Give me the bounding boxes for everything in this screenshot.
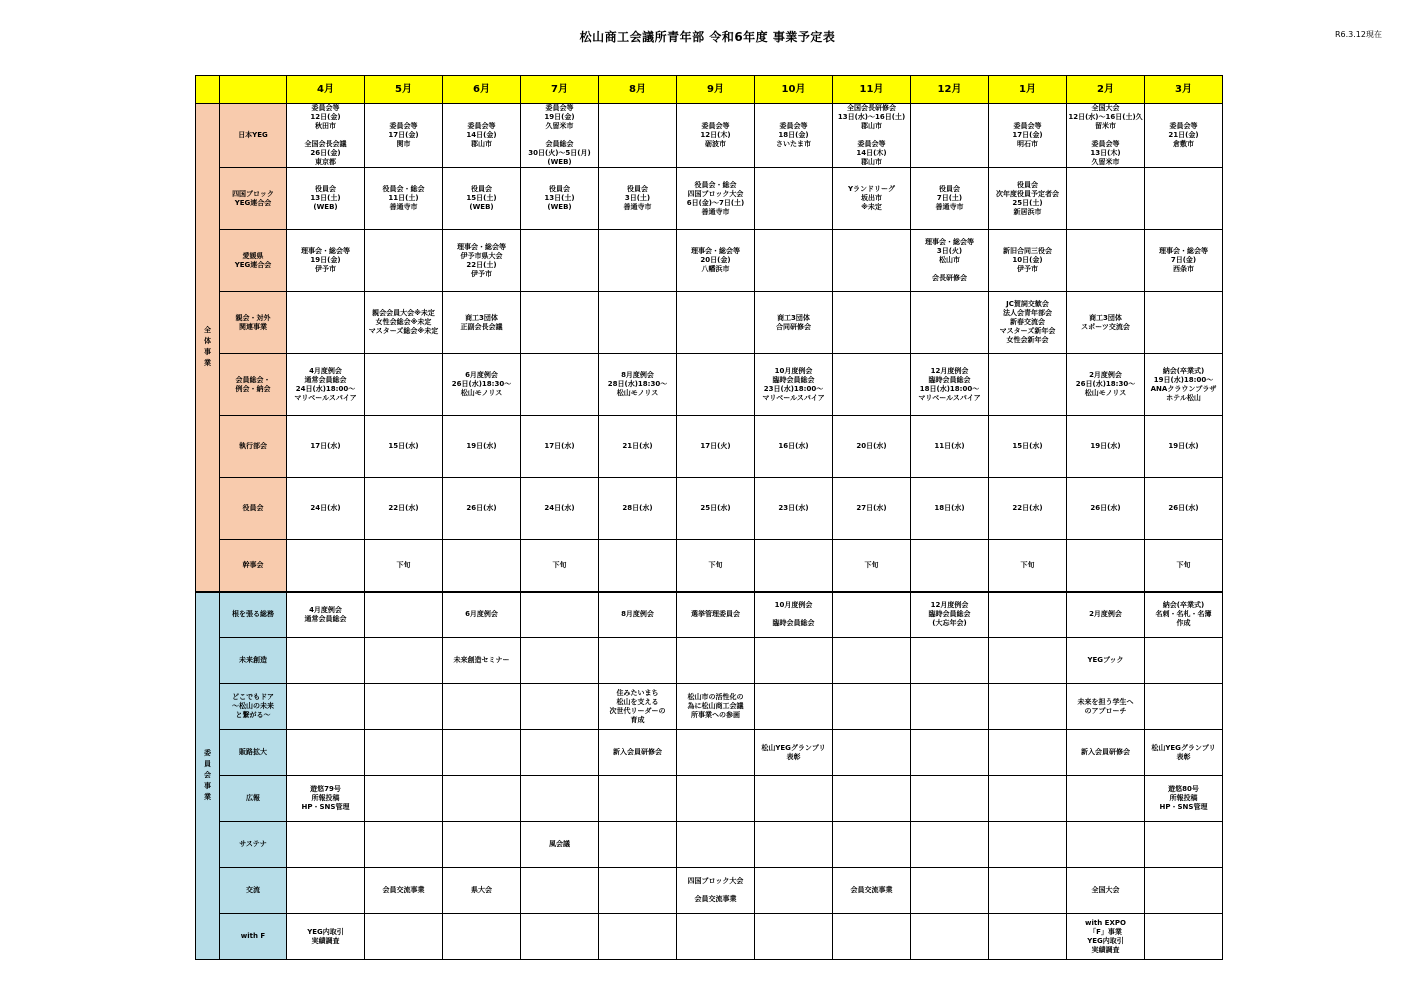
schedule-cell xyxy=(443,730,521,776)
schedule-cell: 15日(水) xyxy=(365,416,443,478)
schedule-cell xyxy=(1145,638,1223,684)
schedule-cell xyxy=(677,292,755,354)
schedule-row xyxy=(196,540,1223,592)
schedule-cell: 24日(水) xyxy=(287,478,365,540)
row-label: 交流 xyxy=(220,868,287,914)
schedule-cell xyxy=(911,868,989,914)
schedule-cell xyxy=(287,730,365,776)
schedule-cell: 委員会等 17日(金) 関市 xyxy=(365,104,443,168)
schedule-cell xyxy=(521,354,599,416)
schedule-cell: 新入会員研修会 xyxy=(1067,730,1145,776)
schedule-cell xyxy=(599,776,677,822)
row-label: 幹事会 xyxy=(220,540,287,592)
schedule-cell: 商工3団体 合同研修会 xyxy=(755,292,833,354)
month-header-row xyxy=(196,76,1223,104)
schedule-cell xyxy=(287,540,365,592)
schedule-cell: 役員会 次年度役員予定者会 25日(土) 新居浜市 xyxy=(989,168,1067,230)
schedule-cell: 12月度例会 臨時会員総会 18日(水)18:00〜 マリベールスパイア xyxy=(911,354,989,416)
month-header: 4月 xyxy=(287,76,365,104)
schedule-cell: 全国大会 12日(水)〜16日(土)久留米市 委員会等 13日(木) 久留米市 xyxy=(1068,104,1143,166)
schedule-cell xyxy=(521,730,599,776)
schedule-cell xyxy=(677,914,755,960)
row-label: 愛媛県 YEG連合会 xyxy=(220,230,287,292)
schedule-table xyxy=(195,75,1223,960)
schedule-cell: 8月度例会 28日(水)18:30〜 松山モノリス xyxy=(599,354,677,416)
schedule-cell xyxy=(755,230,833,292)
month-header: 5月 xyxy=(365,76,443,104)
schedule-cell xyxy=(833,230,911,292)
schedule-cell: 10月度例会 臨時会員総会 xyxy=(755,592,833,638)
schedule-cell xyxy=(365,230,443,292)
schedule-cell xyxy=(989,730,1067,776)
schedule-row xyxy=(196,592,1223,638)
section-label-text: 全体事業 xyxy=(204,326,211,368)
schedule-row xyxy=(196,104,1223,168)
schedule-cell: 26日(水) xyxy=(1145,478,1223,540)
row-label: with F xyxy=(220,914,287,960)
schedule-cell: 役員会 13日(土) (WEB) xyxy=(521,168,599,230)
schedule-cell: 理事会・総会等 20日(金) 八幡浜市 xyxy=(677,230,755,292)
schedule-cell: 12月度例会 臨時会員総会 (大忘年会) xyxy=(911,592,989,638)
schedule-cell: 新旧合同三役会 10日(金) 伊予市 xyxy=(989,230,1067,292)
row-label: 執行部会 xyxy=(220,416,287,478)
schedule-row xyxy=(196,416,1223,478)
schedule-cell xyxy=(521,230,599,292)
schedule-cell: 22日(水) xyxy=(365,478,443,540)
schedule-cell xyxy=(599,638,677,684)
schedule-cell: 住みたいまち 松山を支える 次世代リーダーの 育成 xyxy=(599,684,677,730)
schedule-cell: 11日(水) xyxy=(911,416,989,478)
schedule-cell: 2月度例会 xyxy=(1067,592,1145,638)
schedule-cell xyxy=(989,354,1067,416)
schedule-cell xyxy=(755,822,833,868)
schedule-cell xyxy=(989,684,1067,730)
schedule-cell xyxy=(443,540,521,592)
schedule-cell xyxy=(833,592,911,638)
schedule-cell: 25日(水) xyxy=(677,478,755,540)
row-label: 親会・対外 関連事業 xyxy=(220,292,287,354)
schedule-cell: 24日(水) xyxy=(521,478,599,540)
as-of-date: R6.3.12現在 xyxy=(1334,30,1382,39)
schedule-cell xyxy=(755,684,833,730)
row-label: 四国ブロック YEG連合会 xyxy=(220,168,287,230)
schedule-cell xyxy=(599,104,677,168)
schedule-cell xyxy=(1067,230,1145,292)
schedule-cell xyxy=(677,638,755,684)
schedule-cell: 下旬 xyxy=(1145,540,1223,592)
schedule-cell: 風会議 xyxy=(521,822,599,868)
schedule-cell xyxy=(911,104,989,168)
schedule-row xyxy=(196,354,1223,416)
schedule-cell xyxy=(833,730,911,776)
schedule-cell xyxy=(677,776,755,822)
schedule-cell xyxy=(365,914,443,960)
schedule-cell xyxy=(911,730,989,776)
month-header: 10月 xyxy=(755,76,833,104)
schedule-row xyxy=(196,230,1223,292)
schedule-cell: 理事会・総会等 伊予市県大会 22日(土) 伊予市 xyxy=(443,230,521,292)
schedule-row xyxy=(196,168,1223,230)
schedule-cell xyxy=(911,776,989,822)
schedule-cell: 15日(水) xyxy=(989,416,1067,478)
schedule-cell: 納会(卒業式) 名刺・名札・名簿 作成 xyxy=(1145,592,1223,638)
schedule-cell: 役員会 15日(土) (WEB) xyxy=(443,168,521,230)
schedule-cell: 2月度例会 26日(水)18:30〜 松山モノリス xyxy=(1067,354,1145,416)
schedule-cell: 委員会等 19日(金) 久留米市 会員総会 30日(火)〜5日(月) (WEB) xyxy=(521,104,599,168)
schedule-cell xyxy=(365,822,443,868)
schedule-cell xyxy=(443,822,521,868)
header-corner-label xyxy=(220,76,287,104)
row-label: 日本YEG xyxy=(220,104,287,168)
schedule-cell xyxy=(989,868,1067,914)
schedule-cell xyxy=(287,684,365,730)
schedule-cell: JC賀詞交歓会 法人会青年部会 新春交流会 マスターズ新年会 女性会新年会 xyxy=(989,292,1067,354)
schedule-row xyxy=(196,914,1223,960)
month-header: 6月 xyxy=(443,76,521,104)
schedule-cell xyxy=(521,776,599,822)
schedule-cell xyxy=(1067,822,1145,868)
schedule-cell: 親会会員大会※未定 女性会総会※未定 マスターズ総会※未定 xyxy=(365,292,443,354)
schedule-cell: YEGブック xyxy=(1067,638,1145,684)
schedule-cell xyxy=(443,776,521,822)
schedule-cell xyxy=(833,914,911,960)
schedule-cell xyxy=(521,868,599,914)
schedule-cell: 遊悠79号 所報投稿 HP・SNS管理 xyxy=(287,776,365,822)
schedule-row xyxy=(196,292,1223,354)
schedule-row xyxy=(196,776,1223,822)
schedule-cell xyxy=(911,638,989,684)
schedule-cell: 下旬 xyxy=(833,540,911,592)
page-title: 松山商工会議所青年部 令和6年度 事業予定表 xyxy=(579,30,836,44)
row-label: 役員会 xyxy=(220,478,287,540)
schedule-cell: 会員交流事業 xyxy=(365,868,443,914)
schedule-cell xyxy=(599,822,677,868)
schedule-cell xyxy=(1145,868,1223,914)
schedule-cell: YEG内取引 実績調査 xyxy=(287,914,365,960)
schedule-cell xyxy=(755,776,833,822)
schedule-cell: 役員会・総会 11日(土) 善通寺市 xyxy=(365,168,443,230)
schedule-cell xyxy=(911,540,989,592)
month-header: 7月 xyxy=(521,76,599,104)
schedule-cell xyxy=(287,822,365,868)
row-label: サステナ xyxy=(220,822,287,868)
schedule-cell: 委員会等 17日(金) 明石市 xyxy=(989,104,1067,168)
schedule-cell xyxy=(443,914,521,960)
schedule-cell xyxy=(989,592,1067,638)
schedule-row xyxy=(196,684,1223,730)
schedule-cell: 下旬 xyxy=(521,540,599,592)
schedule-cell xyxy=(365,776,443,822)
schedule-cell xyxy=(1067,540,1145,592)
schedule-cell xyxy=(599,230,677,292)
schedule-cell xyxy=(287,638,365,684)
schedule-cell xyxy=(989,822,1067,868)
schedule-cell: 8月度例会 xyxy=(599,592,677,638)
schedule-cell xyxy=(1145,292,1223,354)
month-header: 11月 xyxy=(833,76,911,104)
schedule-cell xyxy=(521,292,599,354)
month-header: 12月 xyxy=(911,76,989,104)
schedule-cell: 19日(水) xyxy=(443,416,521,478)
schedule-cell xyxy=(911,292,989,354)
schedule-cell: 26日(水) xyxy=(443,478,521,540)
schedule-cell: 役員会 7日(土) 善通寺市 xyxy=(911,168,989,230)
header-corner-section xyxy=(196,76,220,104)
schedule-cell xyxy=(833,354,911,416)
schedule-cell: 四国ブロック大会 会員交流事業 xyxy=(677,868,755,914)
schedule-cell: 遊悠80号 所報投稿 HP・SNS管理 xyxy=(1145,776,1223,822)
section-label-text: 委員会事業 xyxy=(204,749,211,802)
schedule-cell: 商工3団体 正副会長会議 xyxy=(443,292,521,354)
schedule-cell: 21日(水) xyxy=(599,416,677,478)
schedule-cell xyxy=(365,684,443,730)
schedule-cell: 下旬 xyxy=(677,540,755,592)
schedule-cell: 未来創造セミナー xyxy=(443,638,521,684)
schedule-cell: 全国会長研修会 13日(水)〜16日(土) 郡山市 委員会等 14日(木) 郡山市 xyxy=(833,104,911,168)
row-label: 販路拡大 xyxy=(220,730,287,776)
schedule-cell xyxy=(599,868,677,914)
schedule-cell xyxy=(833,684,911,730)
schedule-cell xyxy=(989,914,1067,960)
schedule-cell: 委員会等 14日(金) 郡山市 xyxy=(443,104,521,168)
schedule-cell: 未来を担う学生へ のアプローチ xyxy=(1067,684,1145,730)
schedule-cell: 18日(水) xyxy=(911,478,989,540)
schedule-cell xyxy=(1145,822,1223,868)
schedule-cell xyxy=(1145,914,1223,960)
schedule-cell xyxy=(755,868,833,914)
schedule-cell xyxy=(599,292,677,354)
section-label xyxy=(196,592,220,960)
schedule-cell: 4月度例会 通常会員総会 24日(水)18:00〜 マリベールスパイア xyxy=(287,354,365,416)
schedule-cell: 19日(水) xyxy=(1145,416,1223,478)
schedule-cell xyxy=(677,822,755,868)
schedule-cell xyxy=(521,638,599,684)
schedule-cell: 委員会等 12日(木) 砺波市 xyxy=(677,104,755,168)
month-header: 2月 xyxy=(1067,76,1145,104)
schedule-cell: 新入会員研修会 xyxy=(599,730,677,776)
schedule-cell: 選挙管理委員会 xyxy=(677,592,755,638)
schedule-cell: 役員会 13日(土) (WEB) xyxy=(287,168,365,230)
schedule-cell xyxy=(1145,684,1223,730)
schedule-cell: 19日(水) xyxy=(1067,416,1145,478)
section-label xyxy=(196,104,220,592)
schedule-cell: 役員会 3日(土) 善通寺市 xyxy=(599,168,677,230)
month-header: 3月 xyxy=(1145,76,1223,104)
schedule-cell xyxy=(833,776,911,822)
schedule-cell: 松山市の活性化の 為に松山商工会議 所事業への参画 xyxy=(677,684,755,730)
schedule-cell xyxy=(365,730,443,776)
schedule-cell: 理事会・総会等 19日(金) 伊予市 xyxy=(287,230,365,292)
schedule-cell: 27日(水) xyxy=(833,478,911,540)
schedule-cell: 松山YEGグランプリ 表彰 xyxy=(755,730,833,776)
schedule-cell: 商工3団体 スポーツ交流会 xyxy=(1067,292,1145,354)
schedule-cell: 会員交流事業 xyxy=(833,868,911,914)
schedule-cell: 4月度例会 通常会員総会 xyxy=(287,592,365,638)
schedule-cell xyxy=(755,540,833,592)
schedule-cell xyxy=(365,354,443,416)
schedule-cell: 理事会・総会等 7日(金) 西条市 xyxy=(1145,230,1223,292)
schedule-cell xyxy=(1067,168,1145,230)
schedule-cell xyxy=(911,822,989,868)
schedule-cell: 下旬 xyxy=(365,540,443,592)
schedule-cell xyxy=(521,914,599,960)
schedule-cell xyxy=(755,168,833,230)
schedule-cell xyxy=(989,638,1067,684)
schedule-cell: 松山YEGグランプリ 表彰 xyxy=(1145,730,1223,776)
schedule-cell xyxy=(599,914,677,960)
schedule-cell xyxy=(677,354,755,416)
schedule-cell: 6月度例会 xyxy=(443,592,521,638)
schedule-cell: 役員会・総会 四国ブロック大会 6日(金)〜7日(土) 善通寺市 xyxy=(677,168,755,230)
month-header: 8月 xyxy=(599,76,677,104)
schedule-cell: 全国大会 xyxy=(1067,868,1145,914)
schedule-cell: 6月度例会 26日(水)18:30〜 松山モノリス xyxy=(443,354,521,416)
schedule-cell: 委員会等 18日(金) さいたま市 xyxy=(755,104,833,168)
schedule-cell xyxy=(1145,168,1223,230)
schedule-cell: 20日(水) xyxy=(833,416,911,478)
schedule-cell: 県大会 xyxy=(443,868,521,914)
schedule-cell xyxy=(833,292,911,354)
schedule-cell xyxy=(365,638,443,684)
schedule-cell: 28日(水) xyxy=(599,478,677,540)
row-label: 広報 xyxy=(220,776,287,822)
schedule-cell xyxy=(287,868,365,914)
schedule-row xyxy=(196,638,1223,684)
schedule-cell: 16日(水) xyxy=(755,416,833,478)
schedule-cell: 26日(水) xyxy=(1067,478,1145,540)
schedule-cell xyxy=(755,638,833,684)
schedule-cell: with EXPO 「F」事業 YEG内取引 実績調査 xyxy=(1067,914,1145,960)
schedule-cell xyxy=(833,822,911,868)
schedule-cell: 理事会・総会等 3日(火) 松山市 会長研修会 xyxy=(911,230,989,292)
month-header: 1月 xyxy=(989,76,1067,104)
schedule-cell xyxy=(365,592,443,638)
schedule-row xyxy=(196,478,1223,540)
schedule-cell xyxy=(911,684,989,730)
row-label: どこでもドア 〜松山の未来 と繋がる〜 xyxy=(220,684,287,730)
schedule-cell xyxy=(521,592,599,638)
month-header: 9月 xyxy=(677,76,755,104)
schedule-row xyxy=(196,730,1223,776)
schedule-cell: 下旬 xyxy=(989,540,1067,592)
schedule-row xyxy=(196,868,1223,914)
schedule-cell: Yランドリーグ 坂出市 ※未定 xyxy=(833,168,911,230)
schedule-cell: 委員会等 12日(金) 秋田市 全国会長会議 26日(金) 東京都 xyxy=(287,104,365,168)
row-label: 根を張る総務 xyxy=(220,592,287,638)
schedule-cell xyxy=(911,914,989,960)
schedule-cell xyxy=(599,540,677,592)
schedule-cell xyxy=(443,684,521,730)
schedule-cell xyxy=(1067,776,1145,822)
row-label: 未来創造 xyxy=(220,638,287,684)
schedule-cell: 10月度例会 臨時会員総会 23日(水)18:00〜 マリベールスパイア xyxy=(755,354,833,416)
schedule-cell xyxy=(677,730,755,776)
row-label: 会員総会・ 例会・納会 xyxy=(220,354,287,416)
schedule-cell: 納会(卒業式) 19日(水)18:00〜 ANAクラウンプラザ ホテル松山 xyxy=(1145,354,1223,416)
schedule-cell xyxy=(833,638,911,684)
schedule-row xyxy=(196,822,1223,868)
schedule-cell: 23日(水) xyxy=(755,478,833,540)
schedule-cell: 委員会等 21日(金) 倉敷市 xyxy=(1145,104,1223,168)
schedule-cell: 17日(水) xyxy=(521,416,599,478)
schedule-cell: 17日(火) xyxy=(677,416,755,478)
schedule-cell xyxy=(287,292,365,354)
schedule-cell xyxy=(755,914,833,960)
schedule-cell xyxy=(989,776,1067,822)
schedule-cell: 22日(水) xyxy=(989,478,1067,540)
schedule-cell: 17日(水) xyxy=(287,416,365,478)
schedule-cell xyxy=(521,684,599,730)
